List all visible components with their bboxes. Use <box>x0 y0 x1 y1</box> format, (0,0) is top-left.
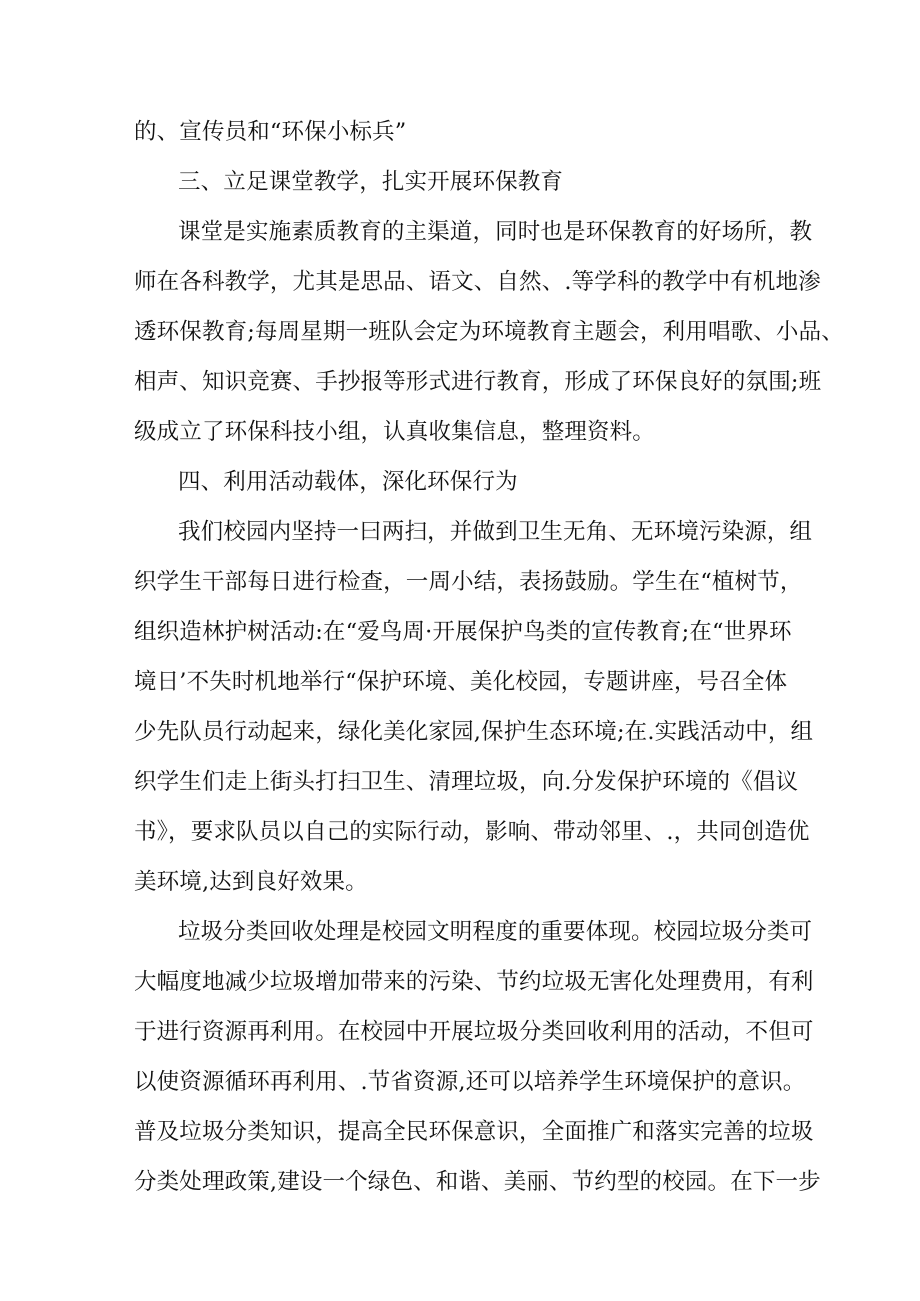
text-line: 透环保教育;每周星期一班队会定为环境教育主题会，利用唱歌、小品、 <box>134 319 844 345</box>
text-line: 分类处理政策,建设一个绿色、和谐、美丽、节约型的校园。在下一步 <box>134 1169 821 1195</box>
text-line: 组织造林护树活动:在“爱鸟周·开展保护鸟类的宣传教育;在“世界环 <box>134 619 792 645</box>
section-heading: 四、利用活动载体，深化环保行为 <box>178 469 518 495</box>
text-line: 师在各科教学，尤其是思品、语文、自然、.等学科的教学中有机地渗 <box>134 269 821 295</box>
text-line: 我们校园内坚持一曰两扫，并做到卫生无角、无环境污染源，组 <box>178 519 813 545</box>
text-line: 级成立了环保科技小组，认真收集信息，整理资料。 <box>134 419 655 445</box>
text-line: 以使资源循环再利用、.节省资源,还可以培养学生环境保护的意识。 <box>134 1069 806 1095</box>
text-line: 课堂是实施素质教育的主渠道，同时也是环保教育的好场所，教 <box>178 219 813 245</box>
section-heading: 三、立足课堂教学，扎实开展环保教育 <box>178 169 564 195</box>
text-line: 相声、知识竞赛、手抄报等形式进行教育，形成了环保良好的氛围;班 <box>134 369 822 395</box>
text-line: 书》，要求队员以自己的实际行动，影响、带动邻里、.，共同创造优 <box>134 819 810 845</box>
text-line: 垃圾分类回收处理是校园文明程度的重要体现。校园垃圾分类可 <box>178 919 813 945</box>
text-line: 织学生干部每日进行检查，一周小结，表扬鼓励。学生在“植树节， <box>134 569 803 595</box>
text-line: 大幅度地减少垃圾增加带来的污染、节约垃圾无害化处理费用，有利 <box>134 969 814 995</box>
text-line: 普及垃圾分类知识，提高全民环保意识，全面推广和落实完善的垃圾 <box>134 1119 814 1145</box>
text-line: 织学生们走上街头打扫卫生、清理垃圾，向.分发保护环境的《倡议 <box>134 769 799 795</box>
text-line: 境日’不失时机地举行“保护环境、美化校园，专题讲座，号召全体 <box>134 669 788 695</box>
text-line: 美环境,达到良好效果。 <box>134 869 368 895</box>
text-line: 少先队员行动起来，绿化美化家园,保护生态环境;在.实践活动中，组 <box>134 719 814 745</box>
text-line: 的、宣传员和“环保小标兵” <box>134 119 407 145</box>
text-line: 于进行资源再利用。在校园中开展垃圾分类回收利用的活动，不但可 <box>134 1019 814 1045</box>
